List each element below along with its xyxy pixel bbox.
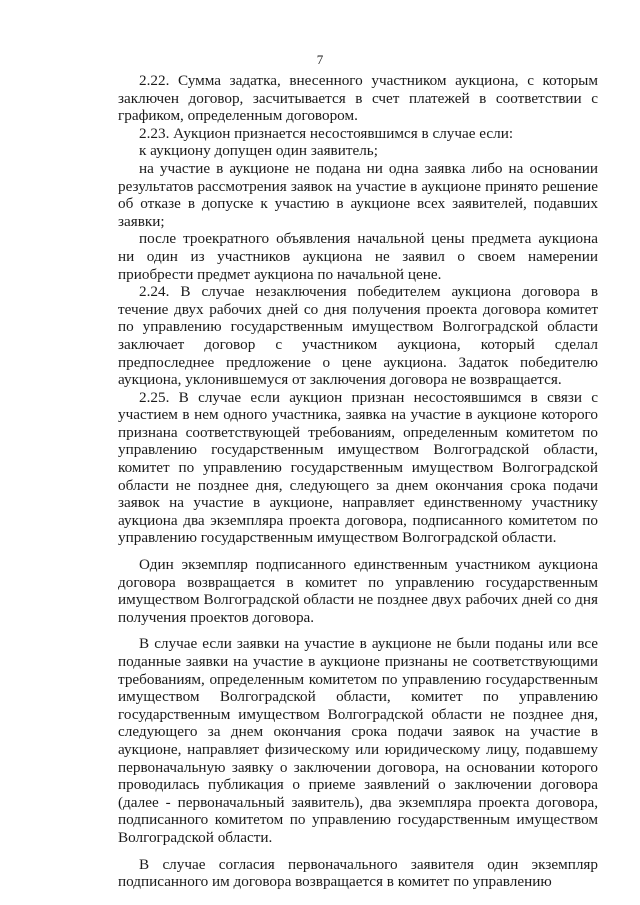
paragraph-no-bids: после троекратного объявления начальной цены предмета аукциона ни один из участников аукциона не заявил о своем намерении приобрести предмет аукциона по начальной цене. xyxy=(118,230,598,283)
paragraph-no-valid-applications: В случае если заявки на участие в аукционе не были поданы или все поданные заявки на участие в аукционе признаны не соответствующими требованиям, определенным комитетом по управлению государственным имуществом Волгоградской области, комитет по управлению государственным имуществом Волгоградской области не позднее дня, следующего за днем окончания срока подачи заявок на участие в аукционе, направляет физическому или юридическому лицу, подавшему первоначальную заявку о заключении договора, на основании которого проводилась публикация о приеме заявлений о заключении договора (далее - первоначальный заявитель), два экземпляра проекта договора, подписанного комитетом по управлению государственным имуществом Волгоградской области. xyxy=(118,635,598,846)
document-body xyxy=(118,72,598,891)
paragraph-no-applications: на участие в аукционе не подана ни одна заявка либо на основании результатов рассмотрения заявок на участие в аукционе принято решение об отказе в допуске к участию в аукционе всех заявителей, подавших заявки; xyxy=(118,159,598,230)
page-number: 7 xyxy=(316,52,324,67)
paragraph-single-participant-copy: Один экземпляр подписанного единственным участником аукциона договора возвращается в комитет по управлению государственным имуществом Волгоградской области не позднее двух рабочих дней со дня получения проектов договора. xyxy=(118,556,598,626)
paragraph-2-23: 2.23. Аукцион признается несостоявшимся в случае если: xyxy=(139,124,514,142)
paragraph-first-applicant-consent: В случае согласия первоначального заявителя один экземпляр подписанного им договора возвращается в комитет по управлению xyxy=(118,855,598,891)
paragraph-2-22: 2.22. Сумма задатка, внесенного участником аукциона, с которым заключен договор, засчитывается в счет платежей в соответствии с графиком, определенным договором. xyxy=(118,72,598,125)
paragraph-2-25: 2.25. В случае если аукцион признан несостоявшимся в связи с участием в нем одного участника, заявка на участие в аукционе которого признана соответствующей требованиям, определенным комитетом по управлению государственным имуществом Волгоградской области, комитет по управлению государственным имуществом Волгоградской области не позднее дня, следующего за днем окончания срока подачи заявок на участие в аукционе, направляет единственному участнику аукциона два экземпляра проекта договора, подписанного комитетом по управлению государственным имуществом Волгоградской области. xyxy=(118,388,598,547)
paragraph-2-24: 2.24. В случае незаключения победителем аукциона договора в течение двух рабочих дней со дня получения проекта договора комитет по управлению государственным имуществом Волгоградской области заключает договор с участником аукциона, который сделал предпоследнее предложение о цене аукциона. Задаток победителю аукциона, уклонившемуся от заключения договора не возвращается. xyxy=(118,283,598,389)
paragraph-one-applicant: к аукциону допущен один заявитель; xyxy=(139,142,378,160)
